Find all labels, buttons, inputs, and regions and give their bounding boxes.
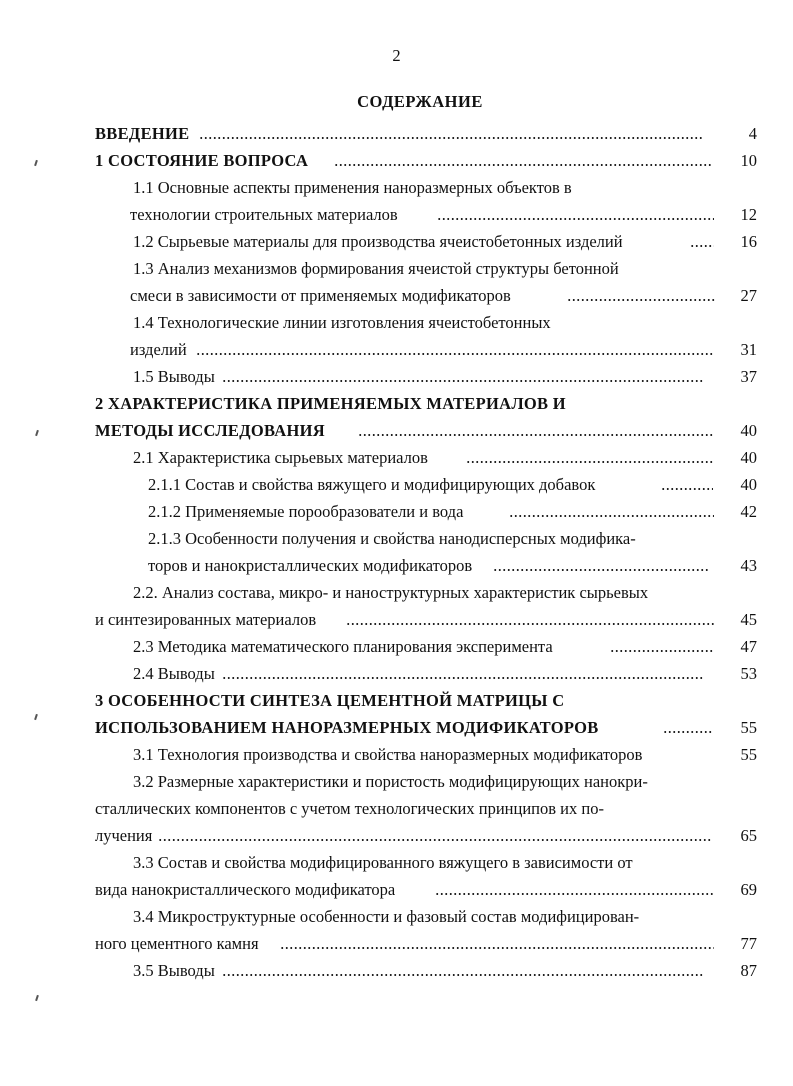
toc-page-number: 40	[740, 448, 757, 467]
toc-entry	[0, 824, 793, 848]
toc-entry	[0, 122, 793, 146]
toc-entry	[0, 770, 793, 794]
toc-entry-text: торов и нанокристаллических модификаторов	[148, 556, 473, 575]
toc-entry-text: смеси в зависимости от применяемых модификаторов	[130, 286, 511, 305]
toc-page-number: 47	[740, 637, 757, 656]
page-title: СОДЕРЖАНИЕ	[357, 92, 483, 111]
leader-dots	[437, 218, 714, 220]
toc-page-number: 43	[740, 556, 757, 575]
toc-entry-text: 3 ОСОБЕННОСТИ СИНТЕЗА ЦЕМЕНТНОЙ МАТРИЦЫ С	[95, 691, 565, 710]
leader-dots	[435, 893, 714, 895]
toc-entry-text: 2.3 Методика математического планирования эксперимента	[133, 637, 553, 656]
toc-entry	[0, 257, 793, 281]
toc-entry	[0, 581, 793, 605]
toc-entry-text: 2.4 Выводы	[133, 664, 215, 683]
toc-entry-text: ВВЕДЕНИЕ	[95, 124, 190, 143]
toc-entry	[0, 554, 793, 578]
toc-entry	[0, 608, 793, 632]
toc-entry-text: 2 ХАРАКТЕРИСТИКА ПРИМЕНЯЕМЫХ МАТЕРИАЛОВ И	[95, 394, 566, 413]
toc-entry-text: 3.5 Выводы	[133, 961, 215, 980]
toc-page-number: 27	[740, 286, 757, 305]
toc-entry-text: 3.4 Микроструктурные особенности и фазовый состав модифицирован-	[133, 907, 640, 926]
toc-entry-text: 2.1 Характеристика сырьевых материалов	[133, 448, 428, 467]
toc-page-number: 77	[740, 934, 757, 953]
toc-entry	[0, 662, 793, 686]
toc-page-number: 87	[740, 961, 757, 980]
leader-dots	[663, 731, 713, 733]
toc-entry-text: и синтезированных материалов	[95, 610, 317, 629]
leader-dots	[690, 245, 714, 247]
toc-entry	[0, 689, 793, 713]
toc-entry	[0, 851, 793, 875]
toc-entry	[0, 311, 793, 335]
toc-page-number: 69	[740, 880, 757, 899]
toc-entry	[0, 959, 793, 983]
toc-entry-text: сталлических компонентов с учетом технологических принципов их по-	[95, 799, 604, 818]
toc-page-number: 53	[740, 664, 757, 683]
toc-entry	[0, 392, 793, 416]
leader-dots	[222, 974, 704, 976]
toc-entry	[0, 527, 793, 551]
toc-entry	[0, 500, 793, 524]
leader-dots	[222, 380, 704, 382]
leader-dots	[493, 569, 710, 571]
leader-dots	[661, 488, 713, 490]
toc-entry	[0, 446, 793, 470]
leader-dots	[567, 299, 716, 301]
toc-page-number: 55	[740, 718, 757, 737]
toc-entry-text: 3.3 Состав и свойства модифицированного вяжущего в зависимости от	[133, 853, 633, 872]
toc-entry	[0, 473, 793, 497]
leader-dots	[346, 623, 714, 625]
toc-entry-text: ного цементного камня	[95, 934, 259, 953]
toc-entry-text: изделий	[130, 340, 187, 359]
toc-entry	[0, 932, 793, 956]
toc-entry	[0, 797, 793, 821]
toc-entry	[0, 743, 793, 767]
toc-entry-text: технологии строительных материалов	[130, 205, 398, 224]
toc-entry-text: 2.1.2 Применяемые порообразователи и вода	[148, 502, 464, 521]
toc-entry-text: 1.3 Анализ механизмов формирования ячеистой структуры бетонной	[133, 259, 619, 278]
page-number: 2	[392, 46, 401, 65]
toc-page-number: 45	[740, 610, 757, 629]
toc-entry	[0, 149, 793, 173]
toc-entry	[0, 284, 793, 308]
toc-entry-text: 2.1.3 Особенности получения и свойства нанодисперсных модифика-	[148, 529, 636, 548]
toc-entry	[0, 905, 793, 929]
toc-page-number: 16	[740, 232, 757, 251]
toc-entry-text: 1.1 Основные аспекты применения наноразмерных объектов в	[133, 178, 572, 197]
toc-page-number: 65	[740, 826, 757, 845]
toc-entry-text: лучения	[95, 826, 153, 845]
leader-dots	[610, 650, 714, 652]
toc-entry-text: 3.2 Размерные характеристики и пористость модифицирующих нанокри-	[133, 772, 648, 791]
toc-entry-text: 2.1.1 Состав и свойства вяжущего и модифицирующих добавок	[148, 475, 596, 494]
toc-entry	[0, 230, 793, 254]
toc-entry-text: 3.1 Технология производства и свойства наноразмерных модификаторов	[133, 745, 643, 764]
leader-dots	[196, 353, 714, 355]
leader-dots	[466, 461, 714, 463]
leader-dots	[280, 947, 714, 949]
toc-page-number: 55	[740, 745, 757, 764]
toc-entry	[0, 878, 793, 902]
toc-entry	[0, 338, 793, 362]
leader-dots	[358, 434, 714, 436]
toc-entry	[0, 203, 793, 227]
scan-mark	[35, 995, 39, 1001]
toc-entry-text: 1.4 Технологические линии изготовления ячеистобетонных	[133, 313, 551, 332]
toc-page-number: 31	[740, 340, 757, 359]
toc-page-number: 4	[748, 124, 757, 143]
toc-page-number: 42	[740, 502, 757, 521]
toc-entry-text: ИСПОЛЬЗОВАНИЕМ НАНОРАЗМЕРНЫХ МОДИФИКАТОРОВ	[95, 718, 599, 737]
leader-dots	[158, 839, 712, 841]
toc-entry-text: вида нанокристаллического модификатора	[95, 880, 396, 899]
toc-page-number: 37	[740, 367, 757, 386]
toc-entry-text: 1.2 Сырьевые материалы для производства ячеистобетонных изделий	[133, 232, 623, 251]
toc-entry	[0, 635, 793, 659]
toc-entry-text: 1.5 Выводы	[133, 367, 215, 386]
toc-entry-text: 2.2. Анализ состава, микро- и наноструктурных характеристик сырьевых	[133, 583, 649, 602]
toc-entry	[0, 716, 793, 740]
toc-page-number: 40	[740, 475, 757, 494]
toc-entry	[0, 365, 793, 389]
toc-entry	[0, 419, 793, 443]
leader-dots	[509, 515, 714, 517]
toc-page-number: 12	[740, 205, 757, 224]
toc-entry-text: 1 СОСТОЯНИЕ ВОПРОСА	[95, 151, 309, 170]
toc-entry-text: МЕТОДЫ ИССЛЕДОВАНИЯ	[95, 421, 325, 440]
toc-page-number: 40	[740, 421, 757, 440]
toc-page-number: 10	[740, 151, 757, 170]
toc-entry	[0, 176, 793, 200]
leader-dots	[222, 677, 704, 679]
leader-dots	[334, 164, 712, 166]
leader-dots	[199, 137, 704, 139]
